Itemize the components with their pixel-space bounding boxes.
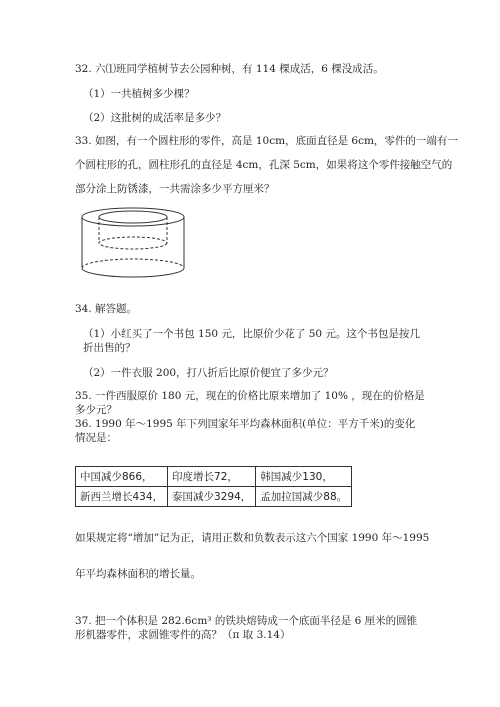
q35-text: 35. 一件西服原价 180 元，现在的价格比原来增加了 10% ，现在的价格是多少元？ bbox=[75, 390, 425, 416]
table-cell: 中国减少866， bbox=[76, 467, 168, 487]
forest-change-table bbox=[75, 466, 352, 507]
q32-text: 32. 六⑴班同学植树节去公园种树，有 114 棵成活，6 棵没成活。 bbox=[75, 63, 384, 75]
table-row bbox=[76, 487, 352, 507]
q34-sub1: （1）小红买了一个书包 150 元，比原价少花了 50 元。这个书包是按几折出售的？ bbox=[83, 328, 420, 354]
q33-line2: 个圆柱形的孔，圆柱形孔的直径是 4cm，孔深 5cm，如果将这个零件接触空气的 bbox=[75, 159, 453, 171]
table-cell: 韩国减少130， bbox=[256, 467, 352, 487]
q33-line1: 33. 如图，有一个圆柱形的零件，高是 10cm，底面直径是 6cm，零件的一端有一 bbox=[75, 135, 458, 147]
q34-sub2: （2）一件衣服 200，打八折后比原价便宜了多少元？ bbox=[83, 367, 334, 379]
table-cell: 印度增长72， bbox=[168, 467, 256, 487]
table-cell: 孟加拉国减少88。 bbox=[256, 487, 352, 507]
q32-sub2: （2）这批树的成活率是多少？ bbox=[83, 112, 227, 124]
q37-text: 37. 把一个体积是 282.6cm³ 的铁块熔铸成一个底面半径是 6 厘米的圆锥形机器零件，求圆锥零件的高？（π 取 3.14） bbox=[75, 615, 418, 641]
q32-sub1: （1）一共植树多少棵？ bbox=[83, 88, 195, 100]
table-row bbox=[76, 467, 352, 487]
q33-line3: 部分涂上防锈漆，一共需涂多少平方厘米？ bbox=[75, 183, 275, 195]
q36-note1: 如果规定将“增加”记为正，请用正数和负数表示这六个国家 1990 年～1995 bbox=[75, 532, 430, 544]
table-cell: 泰国减少3294， bbox=[168, 487, 256, 507]
q36-text: 36. 1990 年～1995 年下列国家年平均森林面积(单位：平方千米)的变化情况是： bbox=[75, 418, 416, 444]
q36-note2: 年平均森林面积的增长量。 bbox=[75, 568, 201, 580]
cylinder-figure bbox=[75, 205, 195, 285]
table-cell: 新西兰增长434， bbox=[76, 487, 168, 507]
q34-title: 34. 解答题。 bbox=[75, 303, 138, 315]
